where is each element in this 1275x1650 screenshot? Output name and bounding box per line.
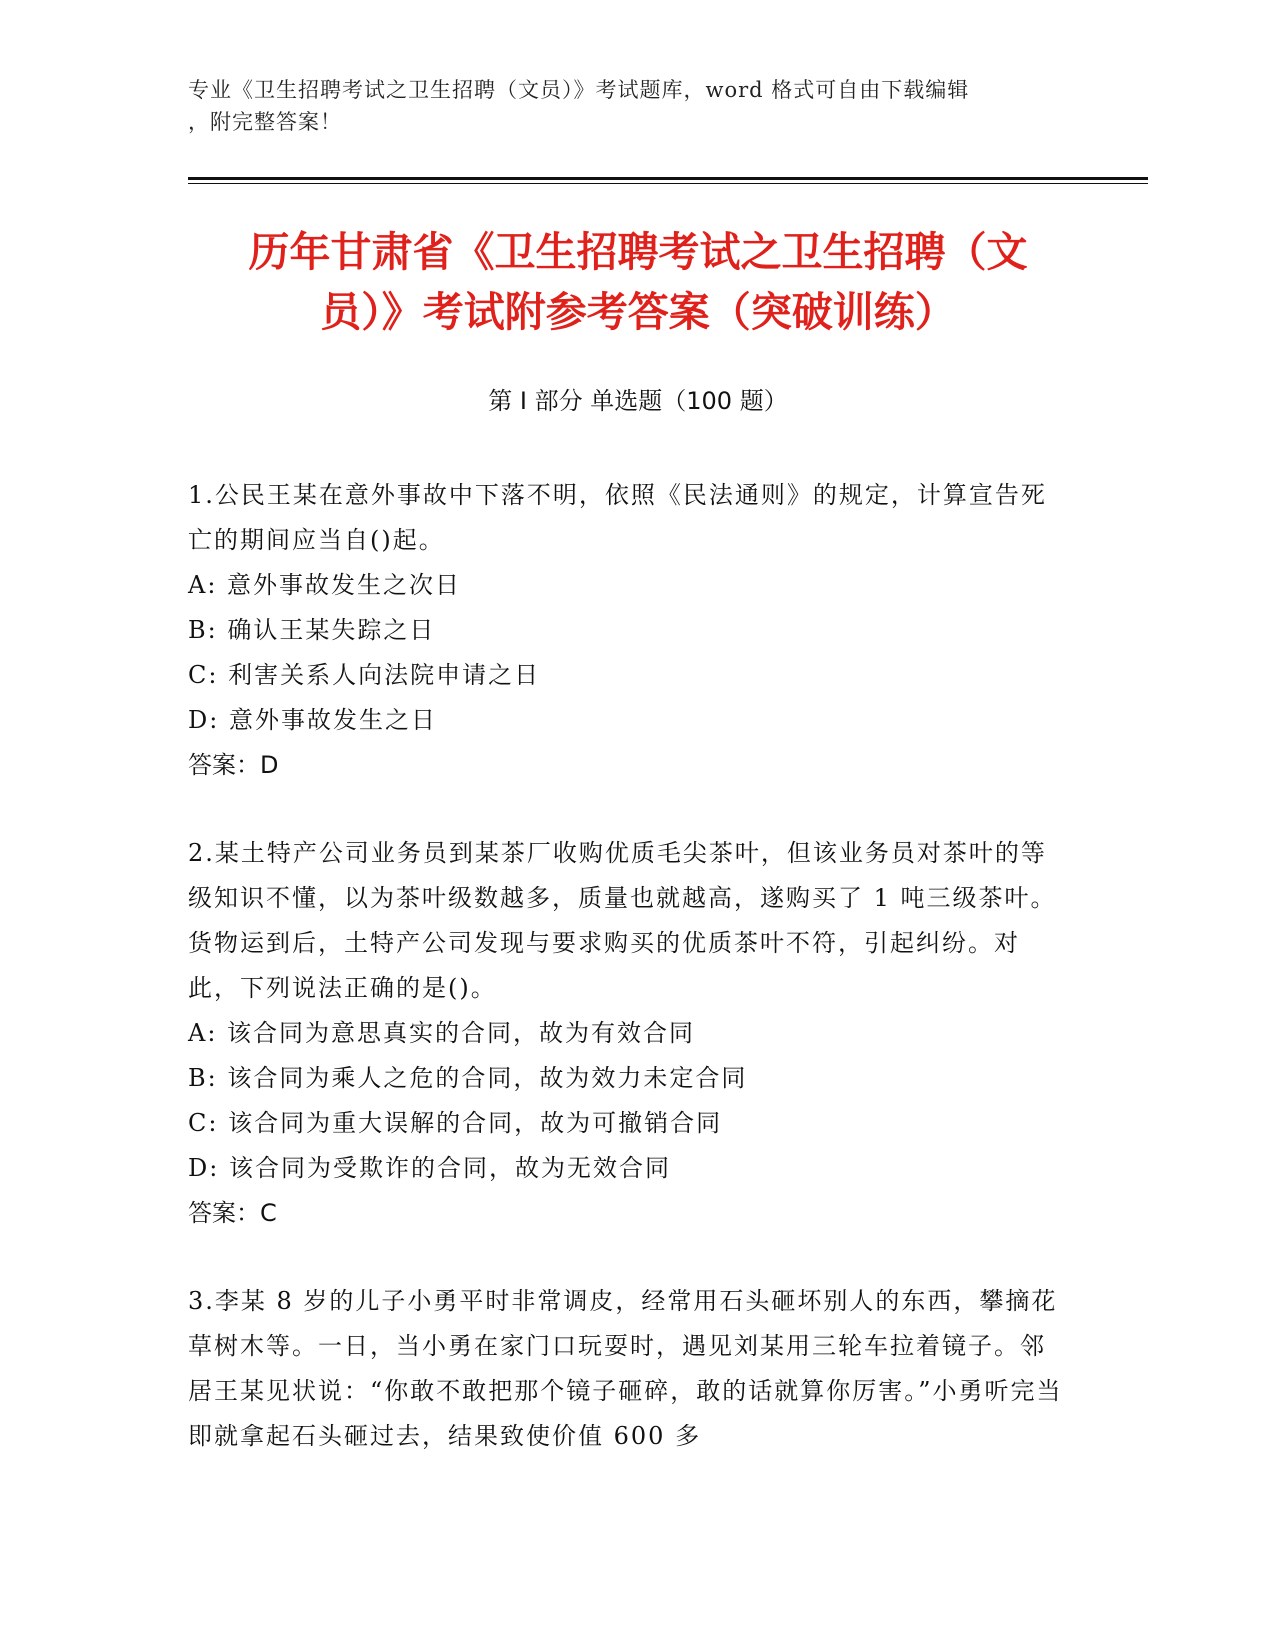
option-c: C: 利害关系人向法院申请之日 <box>188 661 541 689</box>
document-title-line1: 历年甘肃省《卫生招聘考试之卫生招聘（文 <box>248 228 1028 276</box>
document-title-line2: 员）》考试附参考答案（突破训练） <box>320 288 956 336</box>
document-title <box>188 222 1088 342</box>
section-heading: 第 I 部分 单选题（100 题） <box>488 387 788 415</box>
header-rule-thin <box>188 183 1148 184</box>
header-note-line1: 专业《卫生招聘考试之卫生招聘（文员）》考试题库，word 格式可自由下载编辑 <box>188 78 970 102</box>
option-b: B: 该合同为乘人之危的合同，故为效力未定合同 <box>188 1064 748 1092</box>
option-b: B: 确认王某失踪之日 <box>188 616 436 644</box>
question-stem: 1.公民王某在意外事故中下落不明，依照《民法通则》的规定，计算宣告死亡的期间应当自()起。 <box>188 481 1047 554</box>
question-stem: 3.李某 8 岁的儿子小勇平时非常调皮，经常用石头砸坏别人的东西，攀摘花草树木等。一日，当小勇在家门口玩耍时，遇见刘某用三轮车拉着镜子。邻居王某见状说：“你敢不敢把那个镜子砸碎，敢的话就算你厉害。”小勇听完当即就拿起石头砸过去，结果致使价值 600 多 <box>188 1287 1063 1450</box>
question-1 <box>188 473 1068 788</box>
option-a: A: 意外事故发生之次日 <box>188 571 462 599</box>
header-note-line2: ，附完整答案！ <box>188 110 342 134</box>
answer-label: 答案：C <box>188 1199 277 1227</box>
question-3 <box>188 1279 1068 1459</box>
answer-label: 答案：D <box>188 751 279 779</box>
question-stem: 2.某土特产公司业务员到某茶厂收购优质毛尖茶叶，但该业务员对茶叶的等级知识不懂，以为茶叶级数越多，质量也就越高，遂购买了 1 吨三级茶叶。货物运到后，土特产公司发现与要求购买的优质茶叶不符，引起纠纷。对此，下列说法正确的是()。 <box>188 839 1057 1002</box>
option-d: D: 意外事故发生之日 <box>188 706 437 734</box>
option-d: D: 该合同为受欺诈的合同，故为无效合同 <box>188 1154 671 1182</box>
option-a: A: 该合同为意思真实的合同，故为有效合同 <box>188 1019 696 1047</box>
question-2 <box>188 831 1068 1236</box>
option-c: C: 该合同为重大误解的合同，故为可撤销合同 <box>188 1109 723 1137</box>
header-rule-thick <box>188 177 1148 180</box>
header-note <box>188 74 1068 138</box>
question-list <box>188 473 1068 1502</box>
